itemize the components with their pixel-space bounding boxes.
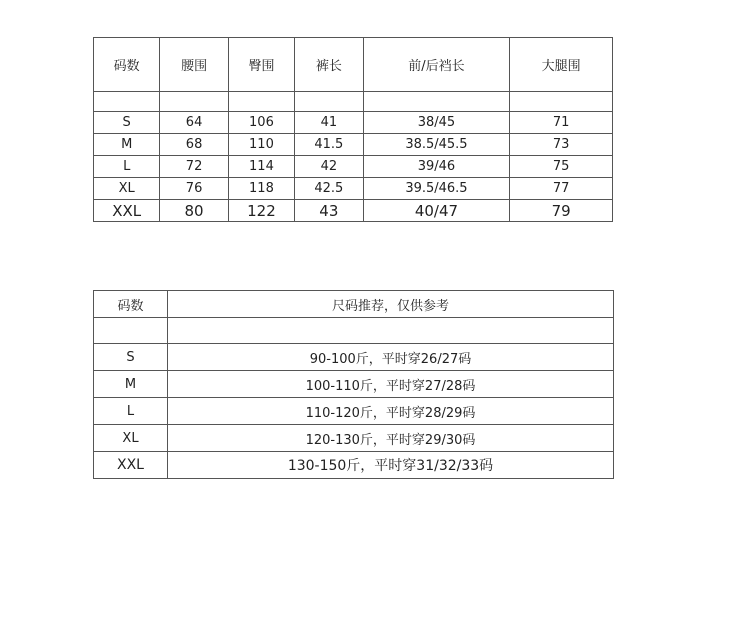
recommendation-cell: 90-100斤，平时穿26/27码: [168, 344, 614, 371]
thigh-cell: 75: [510, 156, 613, 178]
spacer-cell: [228, 92, 294, 112]
waist-cell: 64: [160, 112, 228, 134]
table-row: [94, 398, 614, 425]
size-cell: S: [94, 112, 160, 134]
hip-cell: 106: [228, 112, 294, 134]
table-row: [94, 134, 613, 156]
length-cell: 41: [295, 112, 363, 134]
recommendation-header-row: [94, 291, 614, 318]
spacer-cell: [295, 92, 363, 112]
header-cell-rise: 前/后裆长: [363, 38, 510, 92]
hip-cell: 110: [228, 134, 294, 156]
size-cell: XL: [94, 425, 168, 452]
spacer-cell: [510, 92, 613, 112]
thigh-cell: 73: [510, 134, 613, 156]
thigh-cell: 71: [510, 112, 613, 134]
rise-cell: 38/45: [363, 112, 510, 134]
table-row: [94, 452, 614, 479]
size-chart-header-row: [94, 38, 613, 92]
rise-cell: 39/46: [363, 156, 510, 178]
spacer-cell: [94, 92, 160, 112]
size-cell: M: [94, 371, 168, 398]
recommendation-cell: 110-120斤，平时穿28/29码: [168, 398, 614, 425]
hip-cell: 118: [228, 178, 294, 200]
rise-cell: 39.5/46.5: [363, 178, 510, 200]
size-cell: XL: [94, 178, 160, 200]
recommendation-cell: 130-150斤，平时穿31/32/33码: [168, 452, 614, 479]
size-cell: XXL: [94, 200, 160, 222]
table-row: [94, 112, 613, 134]
header-cell-recommendation: 尺码推荐，仅供参考: [168, 291, 614, 318]
waist-cell: 76: [160, 178, 228, 200]
header-cell-size: 码数: [94, 291, 168, 318]
header-cell-waist: 腰围: [160, 38, 228, 92]
table-row: [94, 371, 614, 398]
table-row: [94, 425, 614, 452]
thigh-cell: 77: [510, 178, 613, 200]
hip-cell: 114: [228, 156, 294, 178]
size-chart-spacer-row: [94, 92, 613, 112]
recommendation-spacer-row: [94, 318, 614, 344]
spacer-cell: [94, 318, 168, 344]
waist-cell: 72: [160, 156, 228, 178]
table-row: [94, 178, 613, 200]
header-cell-length: 裤长: [295, 38, 363, 92]
length-cell: 41.5: [295, 134, 363, 156]
recommendation-cell: 100-110斤，平时穿27/28码: [168, 371, 614, 398]
length-cell: 42: [295, 156, 363, 178]
length-cell: 43: [295, 200, 363, 222]
table-row: [94, 156, 613, 178]
spacer-cell: [363, 92, 510, 112]
size-cell: XXL: [94, 452, 168, 479]
size-cell: L: [94, 398, 168, 425]
size-recommendation-table: [93, 290, 614, 479]
recommendation-cell: 120-130斤，平时穿29/30码: [168, 425, 614, 452]
hip-cell: 122: [228, 200, 294, 222]
header-cell-thigh: 大腿围: [510, 38, 613, 92]
rise-cell: 40/47: [363, 200, 510, 222]
table-row: [94, 344, 614, 371]
size-chart-table: [93, 37, 613, 222]
rise-cell: 38.5/45.5: [363, 134, 510, 156]
spacer-cell: [168, 318, 614, 344]
spacer-cell: [160, 92, 228, 112]
size-cell: L: [94, 156, 160, 178]
table-row: [94, 200, 613, 222]
length-cell: 42.5: [295, 178, 363, 200]
waist-cell: 68: [160, 134, 228, 156]
header-cell-hip: 臀围: [228, 38, 294, 92]
size-cell: M: [94, 134, 160, 156]
header-cell-size: 码数: [94, 38, 160, 92]
size-cell: S: [94, 344, 168, 371]
waist-cell: 80: [160, 200, 228, 222]
thigh-cell: 79: [510, 200, 613, 222]
